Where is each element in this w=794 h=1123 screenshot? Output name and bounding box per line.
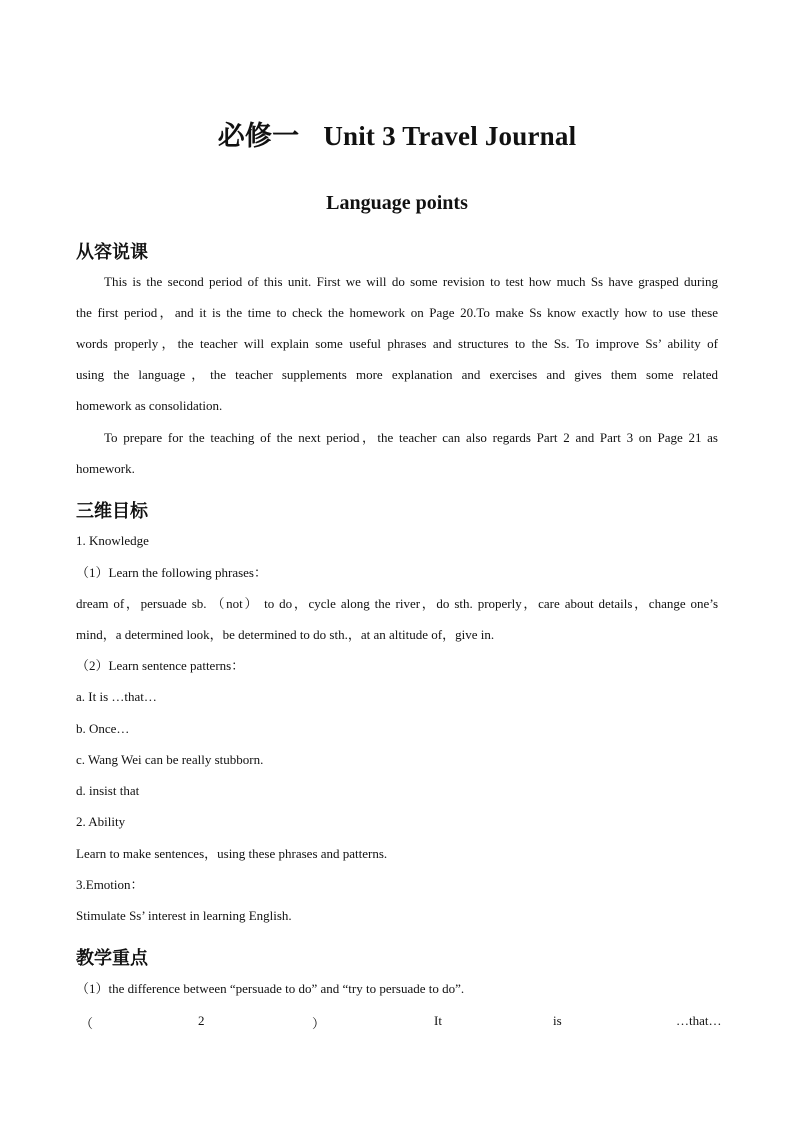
- focus-item1: （1）the difference between “persuade to do” and “try to persuade to do”.: [76, 981, 465, 996]
- focus-item2-part: …that…: [676, 1013, 722, 1028]
- intro-p2-line1: To prepare for the teaching of the next period，the teacher can also regards Part 2 and Part 3 on Page 21 as: [104, 430, 718, 445]
- title-chinese: 必修一: [217, 121, 300, 151]
- goal-pattern-b: b. Once…: [76, 721, 130, 736]
- focus-item2-part: 2: [198, 1013, 205, 1028]
- intro-p1-line4: using the language，the teacher supplements more explanation and exercises and gives them some related: [76, 367, 718, 382]
- title-english: Unit 3 Travel Journal: [323, 121, 577, 151]
- goal-knowledge: 1. Knowledge: [76, 533, 149, 548]
- focus-item2-part: is: [553, 1013, 562, 1028]
- focus-item2-part: ）: [312, 1016, 326, 1031]
- goal-pattern-c: c. Wang Wei can be really stubborn.: [76, 752, 264, 767]
- goal-phrases-line1: dream of，persuade sb. （not） to do，cycle along the river，do sth. properly，care about details，change one’s: [76, 596, 718, 611]
- section-heading-lesson-talk: 从容说课: [76, 242, 148, 263]
- focus-item2-part: （: [80, 1016, 94, 1031]
- focus-item2-part: It: [434, 1013, 442, 1028]
- goal-emotion-text: Stimulate Ss’ interest in learning English.: [76, 908, 292, 923]
- page-subtitle: Language points: [326, 192, 468, 214]
- intro-p1-line5: homework as consolidation.: [76, 398, 223, 413]
- intro-p1-line2: the first period，and it is the time to check the homework on Page 20.To make Ss know exactly how to use these: [76, 305, 718, 320]
- intro-p1-line1: This is the second period of this unit. First we will do some revision to test how much Ss have grasped during: [104, 274, 718, 289]
- intro-p1-line3: words properly，the teacher will explain some useful phrases and structures to the Ss. To improve Ss’ ability of: [76, 336, 718, 351]
- focus-item2: [76, 1013, 722, 1029]
- section-heading-goals: 三维目标: [76, 501, 148, 522]
- goal-ability-text: Learn to make sentences，using these phrases and patterns.: [76, 846, 388, 861]
- page-title: [0, 114, 794, 153]
- goal-phrases-heading: （1）Learn the following phrases：: [76, 565, 267, 580]
- goal-patterns-heading: （2）Learn sentence patterns：: [76, 658, 245, 673]
- goal-pattern-a: a. It is …that…: [76, 689, 157, 704]
- section-heading-focus: 教学重点: [76, 948, 148, 969]
- goal-emotion: 3.Emotion：: [76, 877, 144, 892]
- goal-pattern-d: d. insist that: [76, 783, 140, 798]
- intro-p2-line2: homework.: [76, 461, 135, 476]
- goal-ability: 2. Ability: [76, 814, 126, 829]
- goal-phrases-line2: mind，a determined look，be determined to do sth.，at an altitude of，give in.: [76, 627, 495, 642]
